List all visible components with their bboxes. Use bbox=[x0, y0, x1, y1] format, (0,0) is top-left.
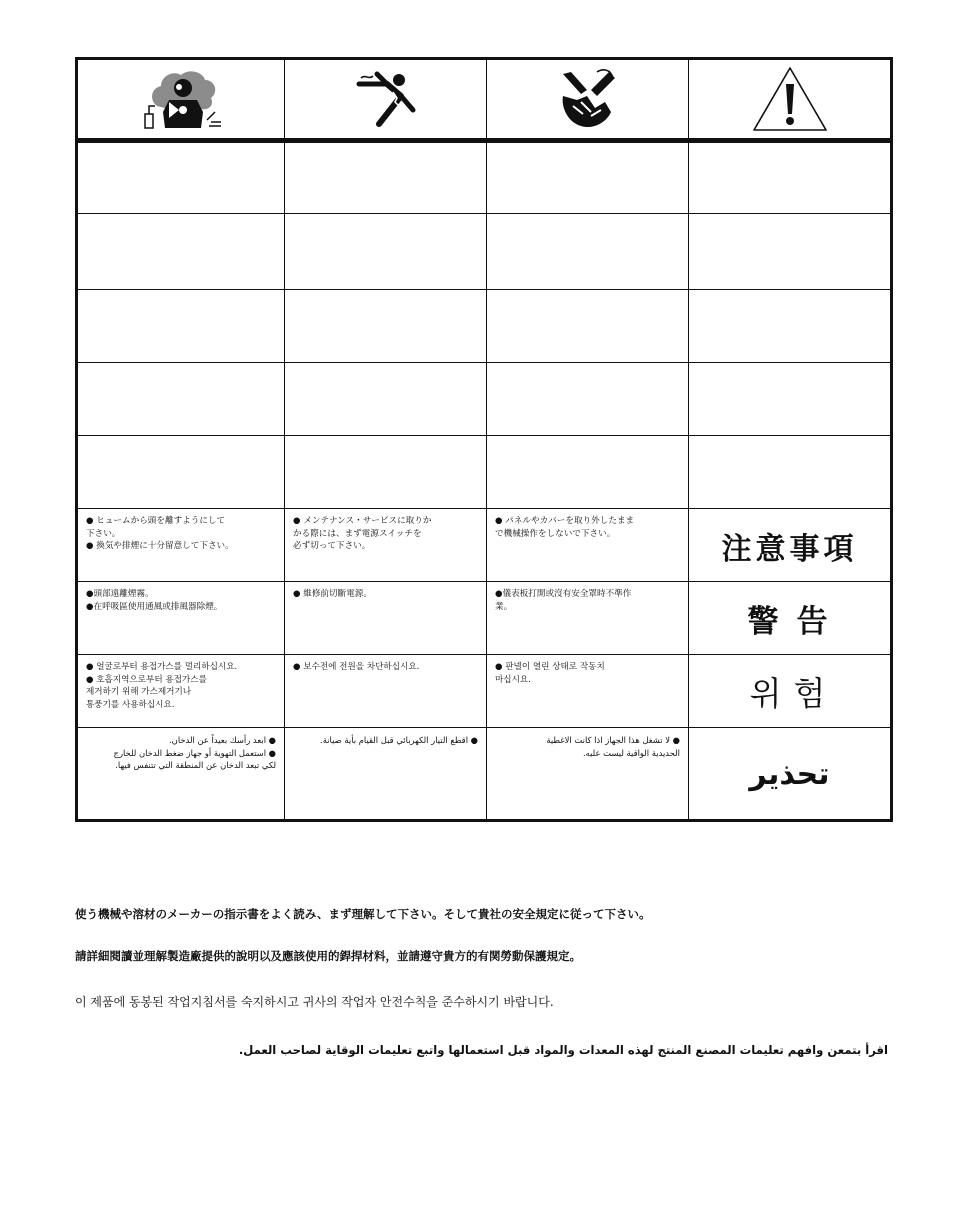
jp-moving-parts-text: ● パネルやカバーを取り外したまま で機械操作をしないで下さい。 bbox=[495, 516, 635, 539]
kr-moving-parts-text: ● 판넬이 열린 상태로 작동치 마십시요. bbox=[495, 662, 605, 685]
blank-row-2 bbox=[78, 213, 890, 290]
exclamation-triangle-icon bbox=[750, 64, 830, 134]
korean-warning-row bbox=[78, 654, 890, 728]
icon-row bbox=[78, 60, 890, 138]
cn-moving-parts-text: ●儀表板打開或沒有安全罩時不準作 業。 bbox=[495, 589, 632, 612]
electric-shock-icon bbox=[351, 66, 421, 132]
blank-row-3 bbox=[78, 289, 890, 363]
note-chinese: 請詳細閱讀並理解製造廠提供的說明以及應該使用的銲捍材料，並請遵守貴方的有関勞動保護規定。 bbox=[75, 949, 581, 963]
hand-in-moving-parts-icon bbox=[551, 66, 625, 132]
cn-fumes-text: ●頭部遠離煙霧。 ●在呼吸區使用通風或排風器除煙。 bbox=[86, 589, 223, 612]
cn-heading: 警告 bbox=[747, 604, 846, 640]
ar-heading: تحذير bbox=[749, 756, 830, 792]
fume-inhalation-icon bbox=[135, 66, 227, 132]
ar-moving-parts-text: ● لا تشغل هذا الجهاز اذا كانت الاغطية الحديدية الواقية ليست عليه. bbox=[546, 735, 680, 758]
note-korean: 이 제품에 동봉된 작업지침서를 숙지하시고 귀사의 작업자 안전수칙을 준수하시기 바랍니다. bbox=[75, 995, 554, 1009]
arabic-warning-row bbox=[78, 727, 890, 820]
chinese-warning-row bbox=[78, 581, 890, 655]
cn-shock-text: ● 維修前切斷電源。 bbox=[293, 589, 372, 599]
ar-shock-text: ● اقطع التيار الكهربائي قبل القيام بأية صيانة. bbox=[320, 735, 478, 745]
ar-fumes-text: ● ابعد رأسك بعيداً عن الدخان. ● استعمل التهوية أو جهاز ضغط الدخان للخارج لكي تبعد الدخان عن المنطقة التي تتنفس فيها. bbox=[113, 735, 276, 770]
blank-row-1 bbox=[78, 138, 890, 213]
jp-heading: 注意事項 bbox=[721, 531, 858, 567]
jp-fumes-text: ● ヒュームから頭を離すようにして 下さい。 ● 換気や排煙に十分留意して下さい。 bbox=[86, 516, 234, 551]
note-japanese: 使う機械や溶材のメーカーの指示書をよく読み、まず理解して下さい。そして貴社の安全規定に従って下さい。 bbox=[75, 907, 651, 921]
note-arabic: اقرأ بتمعن وافهم تعليمات المصنع المنتج لهذه المعدات والمواد قبل استعمالها واتبع تعليمات الوقاية لصاحب العمل. bbox=[238, 1043, 888, 1057]
safety-warning-table bbox=[75, 57, 893, 822]
kr-shock-text: ● 보수전에 전원을 차단하십시요. bbox=[293, 662, 420, 672]
blank-row-5 bbox=[78, 435, 890, 509]
blank-row-4 bbox=[78, 362, 890, 436]
kr-heading: 위험 bbox=[749, 674, 838, 713]
kr-fumes-text: ● 얼굴로부터 용접가스를 멀리하십시요. ● 호흡지역으로부터 용접가스를 제거하기 위해 가스제거기나 통풍기를 사용하십시요. bbox=[86, 662, 238, 710]
jp-shock-text: ● メンテナンス・サービスに取りか かる際には、まず電源スイッチを 必ず切って下さい。 bbox=[293, 516, 432, 551]
japanese-warning-row bbox=[78, 508, 890, 582]
